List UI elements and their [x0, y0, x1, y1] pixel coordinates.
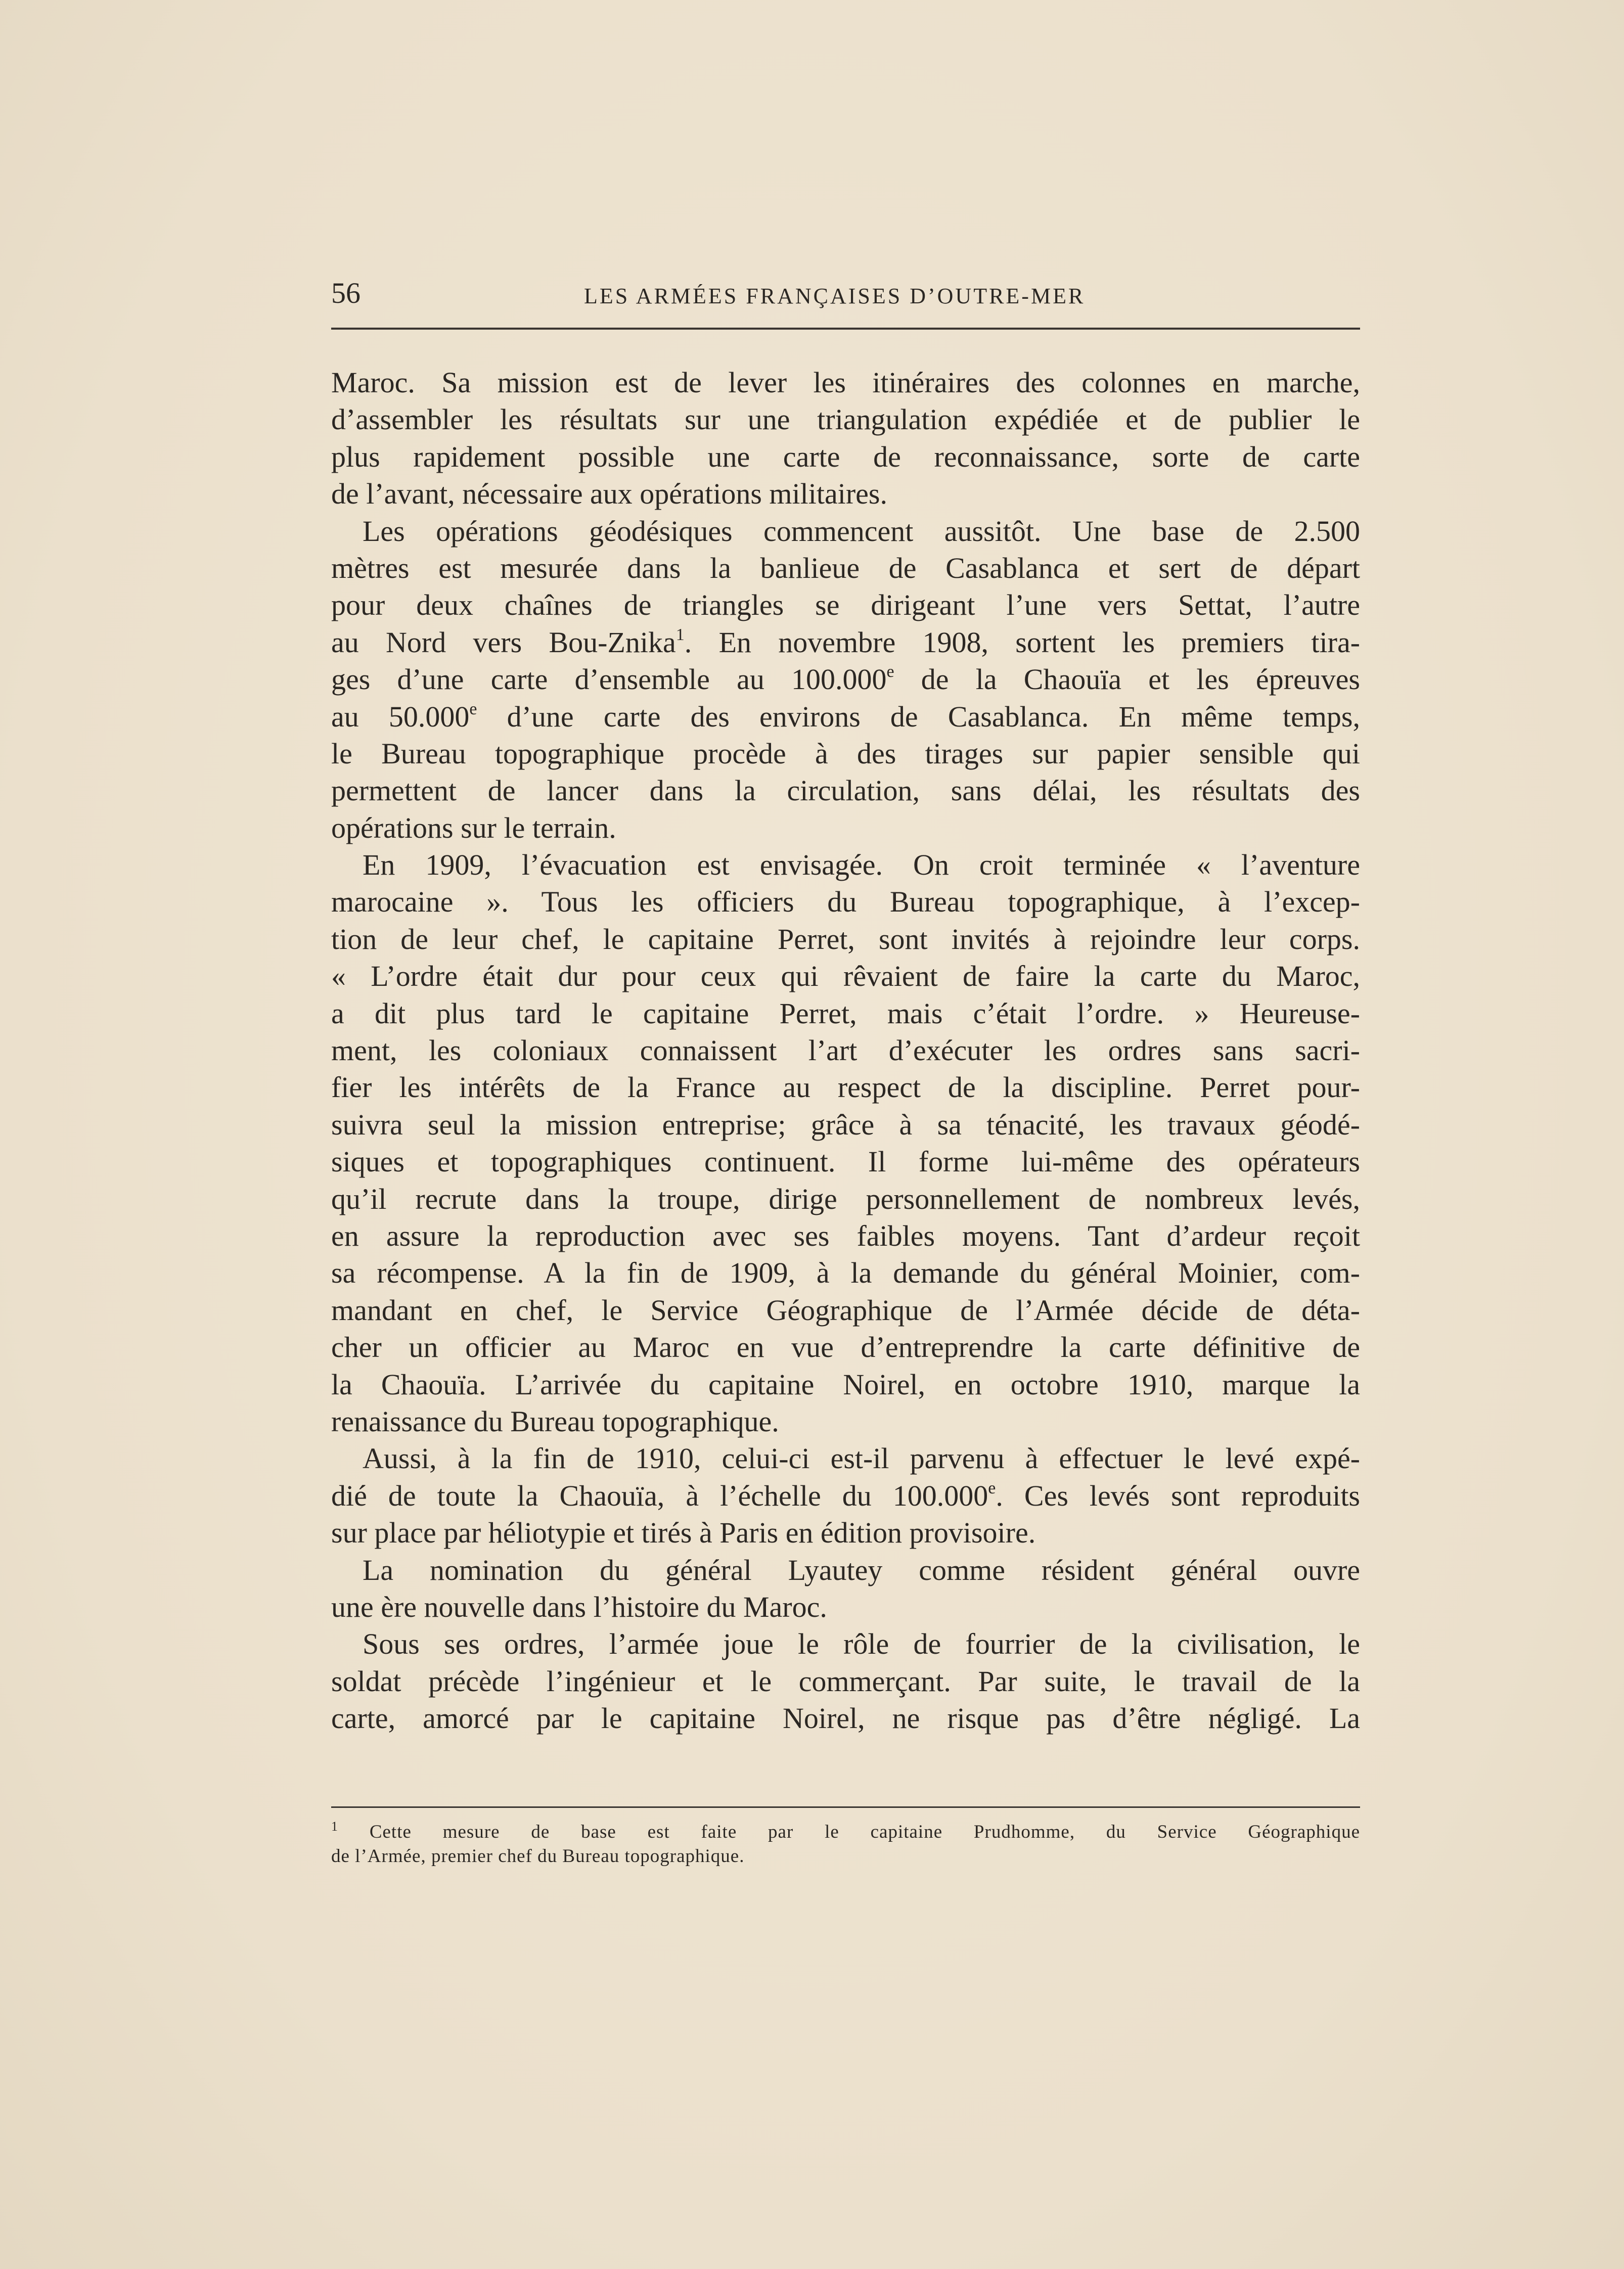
text-line: le Bureau topographique procède à des tirages sur papier sensible qui — [331, 737, 1360, 770]
footnote-line: de l’Armée, premier chef du Bureau topographique. — [331, 1846, 745, 1867]
text-segment: . Ces levés sont reproduits — [996, 1479, 1360, 1512]
header-rule — [331, 328, 1360, 330]
text-segment: dié de toute la Chaouïa, à l’échelle du 100.000 — [331, 1479, 988, 1512]
text-line: Sous ses ordres, l’armée joue le rôle de fourrier de la civilisation, le — [363, 1627, 1360, 1661]
text-segment: au 50.000 — [331, 700, 470, 733]
text-line: renaissance du Bureau topographique. — [331, 1404, 779, 1438]
ordinal-mark: e — [469, 699, 477, 718]
text-segment: d’une carte des environs de Casablanca. En même temps, — [477, 700, 1360, 733]
text-line: Maroc. Sa mission est de lever les itinéraires des colonnes en marche, — [331, 366, 1360, 399]
text-line: La nomination du général Lyautey comme résident général ouvre — [363, 1553, 1360, 1586]
text-segment: au Nord vers Bou-Znika — [331, 625, 676, 659]
text-line: qu’il recrute dans la troupe, dirige personnellement de nombreux levés, — [331, 1182, 1360, 1215]
text-line: carte, amorcé par le capitaine Noirel, ne risque pas d’être négligé. La — [331, 1702, 1360, 1735]
body-text — [331, 364, 1360, 1737]
text-line: mètres est mesurée dans la banlieue de Casablanca et sert de départ — [331, 551, 1360, 584]
text-line: cher un officier au Maroc en vue d’entreprendre la carte définitive de — [331, 1331, 1360, 1364]
ordinal-mark: e — [886, 662, 894, 682]
text-line: mandant en chef, le Service Géographique de l’Armée décide de déta- — [331, 1293, 1360, 1327]
text-line: en assure la reproduction avec ses faibles moyens. Tant d’ardeur reçoit — [331, 1219, 1360, 1252]
text-line: suivra seul la mission entreprise; grâce à sa ténacité, les travaux géodé- — [331, 1108, 1360, 1141]
text-line: opérations sur le terrain. — [331, 811, 616, 844]
footnote-text: Cette mesure de base est faite par le capitaine Prudhomme, du Service Géographique — [369, 1822, 1361, 1842]
ordinal-mark: e — [988, 1478, 996, 1497]
text-segment: . En novembre 1908, sortent les premiers tira- — [684, 625, 1361, 659]
text-line: d’assembler les résultats sur une triangulation expédiée et de publier le — [331, 403, 1360, 436]
footnote-rule — [331, 1806, 1360, 1808]
text-line: En 1909, l’évacuation est envisagée. On croit terminée « l’aventure — [363, 848, 1360, 882]
text-line: de l’avant, nécessaire aux opérations militaires. — [331, 477, 887, 511]
text-line: soldat précède l’ingénieur et le commerçant. Par suite, le travail de la — [331, 1664, 1360, 1698]
page-number: 56 — [331, 277, 360, 309]
text-line: Aussi, à la fin de 1910, celui-ci est-il parvenu à effectuer le levé expé- — [363, 1442, 1360, 1475]
footnote-reference: 1 — [675, 625, 685, 644]
text-line: pour deux chaînes de triangles se dirigeant l’une vers Settat, l’autre — [331, 588, 1360, 622]
page-header — [331, 273, 1360, 313]
text-segment: ges d’une carte d’ensemble au 100.000 — [331, 663, 887, 696]
text-line: sa récompense. A la fin de 1909, à la demande du général Moinier, com- — [331, 1256, 1360, 1290]
text-line: la Chaouïa. L’arrivée du capitaine Noirel, en octobre 1910, marque la — [331, 1368, 1360, 1401]
text-line: plus rapidement possible une carte de reconnaissance, sorte de carte — [331, 440, 1360, 473]
text-line: ment, les coloniaux connaissent l’art d’exécuter les ordres sans sacri- — [331, 1034, 1360, 1067]
text-line: permettent de lancer dans la circulation, sans délai, les résultats des — [331, 774, 1360, 807]
text-line: tion de leur chef, le capitaine Perret, sont invités à rejoindre leur corps. — [331, 922, 1360, 956]
text-line: Les opérations géodésiques commencent aussitôt. Une base de 2.500 — [363, 514, 1360, 548]
text-line — [331, 698, 1360, 735]
text-line: a dit plus tard le capitaine Perret, mais c’était l’ordre. » Heureuse- — [331, 996, 1360, 1030]
text-line: siques et topographiques continuent. Il forme lui-même des opérateurs — [331, 1145, 1360, 1178]
footnote-line — [331, 1820, 1360, 1844]
text-line: une ère nouvelle dans l’histoire du Maroc. — [331, 1590, 827, 1623]
text-line: marocaine ». Tous les officiers du Bureau topographique, à l’excep- — [331, 885, 1360, 919]
footnote-number: 1 — [331, 1819, 338, 1834]
footnote — [331, 1820, 1360, 1869]
running-title: LES ARMÉES FRANÇAISES D’OUTRE-MER — [584, 284, 1086, 308]
text-line: fier les intérêts de la France au respect de la discipline. Perret pour- — [331, 1071, 1360, 1104]
text-segment: de la Chaouïa et les épreuves — [894, 663, 1360, 696]
text-line — [331, 1477, 1360, 1514]
text-line — [331, 661, 1360, 698]
text-line — [331, 624, 1360, 661]
text-line: sur place par héliotypie et tirés à Paris en édition provisoire. — [331, 1516, 1036, 1550]
text-line: « L’ordre était dur pour ceux qui rêvaient de faire la carte du Maroc, — [331, 960, 1360, 993]
